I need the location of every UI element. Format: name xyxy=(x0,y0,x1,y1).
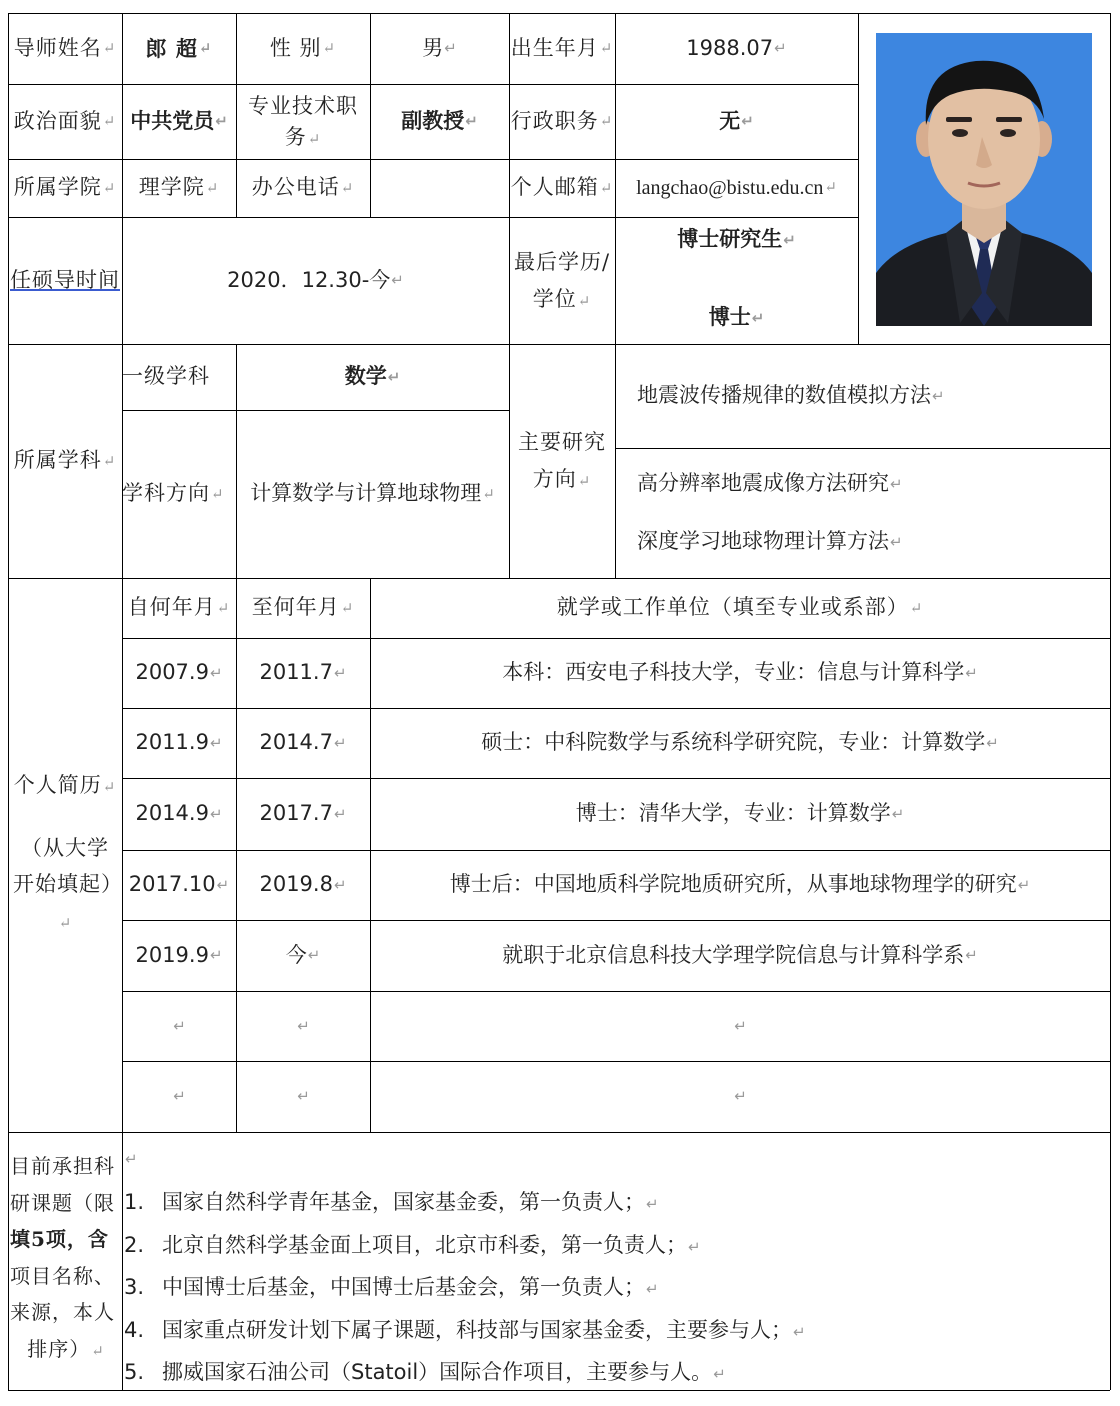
paragraph-mark-icon: ↵ xyxy=(102,178,117,197)
paragraph-mark-icon: ↵ xyxy=(1017,875,1031,894)
cell-text: 2007.9 xyxy=(135,660,209,685)
direction-value-text: 计算数学与计算地球物理 xyxy=(250,481,482,506)
birth-label-text: 出生年月 xyxy=(510,35,599,60)
title-value xyxy=(370,84,509,159)
paragraph-mark-icon: ↵ xyxy=(741,112,754,131)
admin-label xyxy=(509,84,615,159)
paragraph-mark-icon: ↵ xyxy=(465,112,478,131)
paragraph-mark-icon: ↵ xyxy=(307,946,321,965)
paragraph-mark-icon: ↵ xyxy=(986,733,999,752)
college-value-text: 理学院 xyxy=(138,175,205,200)
resume-row-5-unit xyxy=(370,920,1110,991)
paragraph-mark-icon: ↵ xyxy=(102,778,117,797)
resume-header-unit xyxy=(370,578,1110,638)
paragraph-mark-icon: ↵ xyxy=(391,271,404,290)
paragraph-mark-icon: ↵ xyxy=(891,804,905,823)
cell-text: 今 xyxy=(285,942,307,967)
cell-text: 2011.9 xyxy=(135,730,209,755)
paragraph-mark-icon: ↵ xyxy=(482,484,495,503)
degree-value-2-text: 博士 xyxy=(708,305,751,330)
gender-value-text: 男 xyxy=(422,35,444,60)
paragraph-mark-icon: ↵ xyxy=(297,1087,310,1106)
title-value-text: 副教授 xyxy=(401,108,465,133)
paragraph-mark-icon: ↵ xyxy=(783,230,796,249)
degree-value-1 xyxy=(615,217,858,263)
paragraph-mark-icon: ↵ xyxy=(333,875,347,894)
political-value xyxy=(122,84,236,159)
project-text: 中国博士后基金，中国博士后基金会，第一负责人； xyxy=(162,1275,645,1299)
cell-text: 博士后：中国地质科学院地质研究所，从事地球物理学的研究 xyxy=(449,872,1017,897)
paragraph-mark-icon: ↵ xyxy=(688,1238,701,1256)
project-item-3 xyxy=(124,1271,659,1301)
paragraph-mark-icon: ↵ xyxy=(125,1150,138,1168)
cell-text: 2011.7 xyxy=(259,660,333,685)
paragraph-mark-icon: ↵ xyxy=(216,598,231,617)
cell-text: 2017.10 xyxy=(128,872,216,897)
paragraph-mark-icon: ↵ xyxy=(646,1280,659,1298)
project-text: 国家重点研发计划下属子课题，科技部与国家基金委，主要参与人； xyxy=(162,1318,792,1342)
email-label-text: 个人邮箱 xyxy=(510,175,599,200)
research-item-3 xyxy=(615,518,1110,566)
grid-line xyxy=(615,448,1110,449)
grid-line xyxy=(8,1132,1110,1133)
project-text: 挪威国家石油公司（Statoil）国际合作项目，主要参与人。 xyxy=(162,1360,713,1384)
paragraph-mark-icon: ↵ xyxy=(599,112,614,131)
projects-label-line: 来源，本人 xyxy=(10,1300,115,1324)
cell-text: 2017.7 xyxy=(259,801,333,826)
research-item-text: 深度学习地球物理计算方法 xyxy=(637,529,889,554)
resume-row-7-from xyxy=(122,1061,236,1132)
project-text: 北京自然科学基金面上项目，北京市科委，第一负责人； xyxy=(162,1233,687,1257)
research-label xyxy=(509,344,615,578)
paragraph-mark-icon: ↵ xyxy=(793,1323,806,1341)
cell-text: 本科：西安电子科技大学，专业：信息与计算科学 xyxy=(502,660,965,685)
cell-text: 就职于北京信息科技大学理学院信息与计算科学系 xyxy=(502,942,965,967)
paragraph-mark-icon: ↵ xyxy=(751,308,765,327)
phone-label xyxy=(236,159,370,217)
resume-row-2-to xyxy=(236,708,370,778)
tenure-value-text: 2020．12.30-今 xyxy=(227,267,391,292)
project-item-4 xyxy=(124,1314,806,1344)
paragraph-mark-icon: ↵ xyxy=(599,178,614,197)
resume-label-text: 个人简历 xyxy=(13,773,102,798)
paragraph-mark-icon: ↵ xyxy=(58,914,73,933)
paragraph-mark-icon: ↵ xyxy=(333,733,347,752)
paragraph-mark-icon: ↵ xyxy=(965,946,978,965)
resume-header-to xyxy=(236,578,370,638)
paragraph-mark-icon: ↵ xyxy=(890,474,903,493)
degree-label xyxy=(509,217,615,344)
project-item-2 xyxy=(124,1229,701,1259)
degree-value-1-text: 博士研究生 xyxy=(677,227,783,252)
email-label xyxy=(509,159,615,217)
resume-row-6-unit xyxy=(370,991,1110,1061)
resume-row-4-to xyxy=(236,850,370,920)
resume-row-4-from xyxy=(122,850,236,920)
paragraph-mark-icon: ↵ xyxy=(646,1195,659,1213)
college-label xyxy=(8,159,122,217)
paragraph-mark-icon: ↵ xyxy=(102,39,117,58)
cell-text: 2019.9 xyxy=(135,942,209,967)
paragraph-mark-icon: ↵ xyxy=(173,1016,186,1035)
title-label xyxy=(236,84,370,159)
cell-text: 2014.7 xyxy=(259,730,333,755)
tenure-label xyxy=(8,217,122,344)
level1-value xyxy=(236,344,509,410)
college-value xyxy=(122,159,236,217)
projects-label-line: 排序） xyxy=(27,1336,91,1361)
paragraph-mark-icon: ↵ xyxy=(890,532,903,551)
resume-row-3-from xyxy=(122,778,236,850)
paragraph-mark-icon: ↵ xyxy=(340,598,355,617)
direction-value xyxy=(236,410,509,578)
research-label-text: 主要研究方向 xyxy=(518,430,606,491)
paragraph-mark-icon: ↵ xyxy=(734,1016,747,1035)
resume-row-5-from xyxy=(122,920,236,991)
birth-label xyxy=(509,13,615,84)
research-item-text: 地震波传播规律的数值模拟方法 xyxy=(637,383,931,408)
level1-value-text: 数学 xyxy=(344,364,387,389)
admin-value xyxy=(615,84,858,159)
paragraph-mark-icon: ↵ xyxy=(333,663,347,682)
paragraph-mark-icon: ↵ xyxy=(173,1087,186,1106)
tenure-value xyxy=(122,217,509,344)
grid-line xyxy=(1110,13,1111,1390)
paragraph-mark-icon: ↵ xyxy=(209,663,223,682)
project-item-1 xyxy=(124,1186,659,1216)
political-value-text: 中共党员 xyxy=(130,108,215,133)
resume-row-6-from xyxy=(122,991,236,1061)
projects-label-line: 研课题（限 xyxy=(10,1190,115,1215)
name-value-text: 郎 超 xyxy=(145,35,198,61)
paragraph-mark-icon: ↵ xyxy=(211,484,225,503)
admin-label-text: 行政职务 xyxy=(510,108,599,133)
name-value xyxy=(122,13,236,84)
paragraph-mark-icon: ↵ xyxy=(340,178,355,197)
cell-text: 2019.8 xyxy=(259,872,333,897)
paragraph-mark-icon: ↵ xyxy=(387,367,401,386)
resume-row-7-unit xyxy=(370,1061,1110,1132)
paragraph-mark-icon: ↵ xyxy=(209,946,223,965)
paragraph-mark-icon: ↵ xyxy=(965,663,978,682)
level1-label xyxy=(122,344,236,410)
cell-text: 博士：清华大学，专业：计算数学 xyxy=(575,801,891,826)
project-num: 3. xyxy=(124,1275,145,1299)
cell-text: 2014.9 xyxy=(135,801,209,826)
phone-value xyxy=(370,159,509,217)
resume-row-2-unit xyxy=(370,708,1110,778)
header-text: 自何年月 xyxy=(127,595,216,620)
project-num: 5. xyxy=(124,1360,145,1384)
cell-text: 硕士：中科院数学与系统科学研究院，专业：计算数学 xyxy=(481,730,986,755)
portrait-illustration xyxy=(876,33,1092,326)
email-value xyxy=(615,159,858,217)
gender-value xyxy=(370,13,509,84)
paragraph-mark-icon: ↵ xyxy=(297,1016,310,1035)
paragraph-mark-icon: ↵ xyxy=(209,733,223,752)
admin-value-text: 无 xyxy=(719,108,741,133)
resume-header-from xyxy=(122,578,236,638)
research-item-2 xyxy=(615,460,1110,508)
header-text: 就学或工作单位（填至专业或系部） xyxy=(556,595,909,620)
resume-row-6-to xyxy=(236,991,370,1061)
paragraph-mark-icon: ↵ xyxy=(198,39,213,58)
paragraph-mark-icon: ↵ xyxy=(713,1365,726,1383)
resume-row-3-unit xyxy=(370,778,1110,850)
email-value-text: langchao@bistu.edu.cn xyxy=(636,177,824,199)
resume-row-2-from xyxy=(122,708,236,778)
portrait-photo xyxy=(876,33,1092,326)
paragraph-mark-icon: ↵ xyxy=(102,112,117,131)
college-label-text: 所属学院 xyxy=(13,175,102,200)
grid-line xyxy=(858,13,859,344)
resume-label xyxy=(8,578,122,1132)
projects-label-line: 目前承担科 xyxy=(10,1154,115,1178)
header-text: 至何年月 xyxy=(251,595,340,620)
resume-row-5-to xyxy=(236,920,370,991)
phone-label-text: 办公电话 xyxy=(251,175,340,200)
paragraph-mark-icon: ↵ xyxy=(734,1087,747,1106)
political-label xyxy=(8,84,122,159)
paragraph-mark-icon: ↵ xyxy=(932,386,945,405)
title-label-text: 专业技术职务 xyxy=(248,94,358,149)
paragraph-mark-icon: ↵ xyxy=(209,804,223,823)
political-label-text: 政治面貌 xyxy=(13,108,102,133)
paragraph-mark-icon: ↵ xyxy=(824,179,837,196)
project-num: 2. xyxy=(124,1233,145,1257)
paragraph-mark-icon: ↵ xyxy=(774,39,787,58)
birth-value-text: 1988.07 xyxy=(686,35,774,60)
project-num: 4. xyxy=(124,1318,145,1342)
project-num: 1. xyxy=(124,1190,145,1214)
resume-row-1-to xyxy=(236,638,370,708)
resume-row-1-from xyxy=(122,638,236,708)
degree-value-2 xyxy=(615,295,858,341)
project-item-5 xyxy=(124,1356,726,1386)
resume-row-4-unit xyxy=(370,850,1110,920)
paragraph-mark-icon: ↵ xyxy=(333,804,347,823)
paragraph-mark-icon: ↵ xyxy=(215,112,228,131)
resume-note-text: （从大学开始填起） xyxy=(13,835,123,897)
paragraph-mark-icon: ↵ xyxy=(91,1341,105,1360)
projects-label-line: 项目名称、 xyxy=(10,1263,115,1288)
project-text: 国家自然科学青年基金，国家基金委，第一负责人； xyxy=(162,1190,645,1214)
discipline-label xyxy=(8,344,122,578)
name-label-text: 导师姓名 xyxy=(13,35,102,60)
paragraph-mark-icon: ↵ xyxy=(322,39,337,58)
paragraph-mark-icon: ↵ xyxy=(909,598,924,617)
level1-label-text: 一级学科 xyxy=(122,364,210,389)
tenure-label-text: 任硕导时间 xyxy=(10,267,120,292)
paragraph-mark-icon: ↵ xyxy=(444,39,457,58)
projects-label-line: 填5项，含 xyxy=(10,1227,109,1251)
paragraph-mark-icon: ↵ xyxy=(307,129,322,148)
grid-line xyxy=(8,1390,1110,1391)
paragraph-mark-icon: ↵ xyxy=(102,451,117,470)
name-label xyxy=(8,13,122,84)
research-item-text: 高分辨率地震成像方法研究 xyxy=(637,471,889,496)
paragraph-mark-icon: ↵ xyxy=(216,875,230,894)
paragraph-mark-icon: ↵ xyxy=(577,291,592,310)
direction-label xyxy=(122,410,236,578)
projects-label xyxy=(10,1148,122,1369)
paragraph-mark-icon: ↵ xyxy=(205,178,220,197)
resume-row-3-to xyxy=(236,778,370,850)
discipline-label-text: 所属学科 xyxy=(13,448,102,473)
gender-label-text: 性 别 xyxy=(269,35,322,60)
resume-row-7-to xyxy=(236,1061,370,1132)
paragraph-mark-icon: ↵ xyxy=(577,472,592,490)
research-item-1 xyxy=(615,344,1110,448)
gender-label xyxy=(236,13,370,84)
resume-row-1-unit xyxy=(370,638,1110,708)
degree-label-text: 最后学历/学位 xyxy=(513,249,611,311)
paragraph-mark-icon: ↵ xyxy=(599,39,614,58)
direction-label-text: 学科方向 xyxy=(122,481,210,506)
birth-value xyxy=(615,13,858,84)
